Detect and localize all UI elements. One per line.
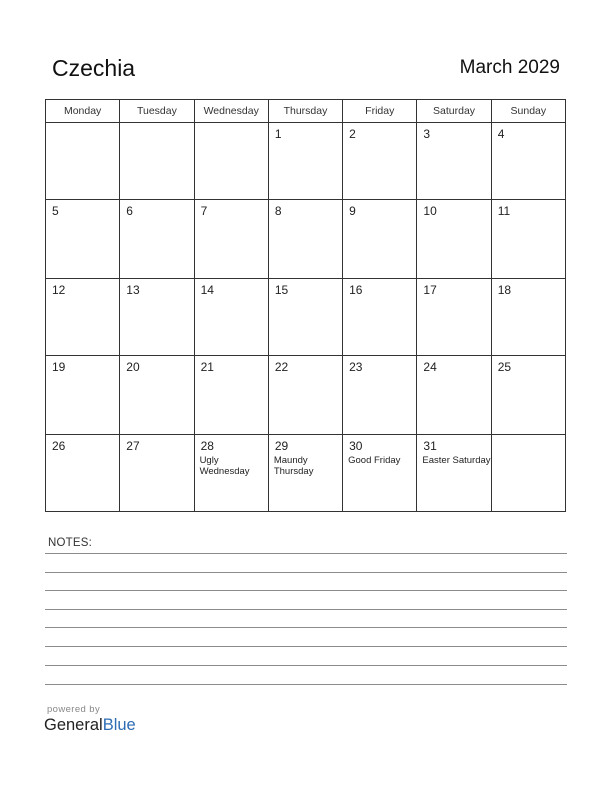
day-number: 20 <box>126 360 140 375</box>
holiday-label: Ugly Wednesday <box>199 454 250 478</box>
day-cell[interactable] <box>120 356 194 434</box>
note-line <box>45 572 567 573</box>
month-year-title: March 2029 <box>459 57 560 78</box>
day-cell[interactable] <box>417 123 491 200</box>
day-cell[interactable] <box>491 200 565 278</box>
day-number: 9 <box>349 204 356 219</box>
weekday-header: Wednesday <box>194 100 268 123</box>
holiday-label: Good Friday <box>348 454 401 466</box>
day-cell[interactable] <box>46 356 120 434</box>
weekday-header: Thursday <box>268 100 342 123</box>
day-cell[interactable] <box>194 434 268 511</box>
day-cell[interactable] <box>343 278 417 355</box>
day-cell[interactable] <box>343 123 417 200</box>
day-number: 29 <box>274 438 289 453</box>
weekday-header: Saturday <box>417 100 491 123</box>
day-cell[interactable] <box>46 434 120 511</box>
day-cell[interactable] <box>343 356 417 434</box>
day-cell[interactable] <box>417 356 491 434</box>
weekday-header: Sunday <box>491 100 565 123</box>
day-cell[interactable] <box>46 278 120 355</box>
powered-by-text: powered by <box>47 704 101 715</box>
day-cell[interactable] <box>491 356 565 434</box>
day-cell[interactable] <box>194 356 268 434</box>
day-cell[interactable] <box>120 278 194 355</box>
day-number: 24 <box>423 360 437 375</box>
day-cell[interactable] <box>46 123 120 200</box>
day-number: 25 <box>497 360 512 375</box>
day-cell[interactable] <box>194 123 268 200</box>
note-line <box>45 646 567 647</box>
day-number: 31 <box>423 438 437 453</box>
country-title: Czechia <box>52 55 136 81</box>
day-cell[interactable] <box>120 123 194 200</box>
day-number: 8 <box>274 204 282 219</box>
day-number: 23 <box>349 360 363 375</box>
day-cell[interactable] <box>268 434 342 511</box>
note-line <box>45 665 567 666</box>
day-number: 1 <box>274 127 282 141</box>
day-number: 4 <box>497 127 505 141</box>
day-cell[interactable] <box>491 123 565 200</box>
weekday-header: Friday <box>343 100 417 123</box>
day-number: 26 <box>52 438 66 453</box>
day-number: 30 <box>349 438 363 453</box>
calendar-grid <box>45 99 566 512</box>
day-number: 10 <box>423 204 437 219</box>
day-number: 7 <box>200 204 208 219</box>
day-number: 17 <box>423 282 437 297</box>
week-row <box>46 200 566 278</box>
day-cell[interactable] <box>417 278 491 355</box>
note-line <box>45 553 567 554</box>
week-row <box>46 278 566 355</box>
note-line <box>45 590 567 591</box>
day-cell[interactable] <box>194 200 268 278</box>
day-number: 28 <box>200 438 214 453</box>
day-cell[interactable] <box>343 200 417 278</box>
day-number: 2 <box>349 127 356 141</box>
day-number: 22 <box>274 360 289 375</box>
day-number: 12 <box>52 282 66 297</box>
notes-label: NOTES: <box>48 537 93 549</box>
day-cell[interactable] <box>417 200 491 278</box>
brand-general: General <box>44 716 103 734</box>
day-number: 21 <box>200 360 214 375</box>
week-row <box>46 123 566 200</box>
day-number: 15 <box>274 282 289 297</box>
day-number: 13 <box>126 282 140 297</box>
day-cell[interactable] <box>120 200 194 278</box>
weekday-header: Tuesday <box>120 100 194 123</box>
day-number: 5 <box>52 204 59 219</box>
day-cell[interactable] <box>268 200 342 278</box>
day-cell[interactable] <box>343 434 417 511</box>
day-number: 3 <box>423 127 431 141</box>
day-cell[interactable] <box>491 278 565 355</box>
day-number: 16 <box>349 282 363 297</box>
day-cell[interactable] <box>120 434 194 511</box>
holiday-label: Maundy Thursday <box>273 454 314 478</box>
day-number: 19 <box>52 360 66 375</box>
brand-logo[interactable] <box>44 716 136 735</box>
weekday-header-row <box>46 100 566 123</box>
day-cell[interactable] <box>491 434 565 511</box>
day-cell[interactable] <box>194 278 268 355</box>
day-number: 11 <box>497 204 511 219</box>
brand-blue: Blue <box>102 716 136 734</box>
day-number: 27 <box>126 438 140 453</box>
day-number: 6 <box>126 204 133 219</box>
day-cell[interactable] <box>417 434 491 511</box>
day-number: 18 <box>497 282 512 297</box>
note-line <box>45 609 567 610</box>
day-cell[interactable] <box>268 123 342 200</box>
holiday-label: Easter Saturday <box>422 454 491 466</box>
day-cell[interactable] <box>268 278 342 355</box>
day-number: 14 <box>200 282 214 297</box>
day-cell[interactable] <box>268 356 342 434</box>
note-line <box>45 684 567 685</box>
week-row <box>46 434 566 511</box>
week-row <box>46 356 566 434</box>
note-line <box>45 627 567 628</box>
weekday-header: Monday <box>46 100 120 123</box>
day-cell[interactable] <box>46 200 120 278</box>
